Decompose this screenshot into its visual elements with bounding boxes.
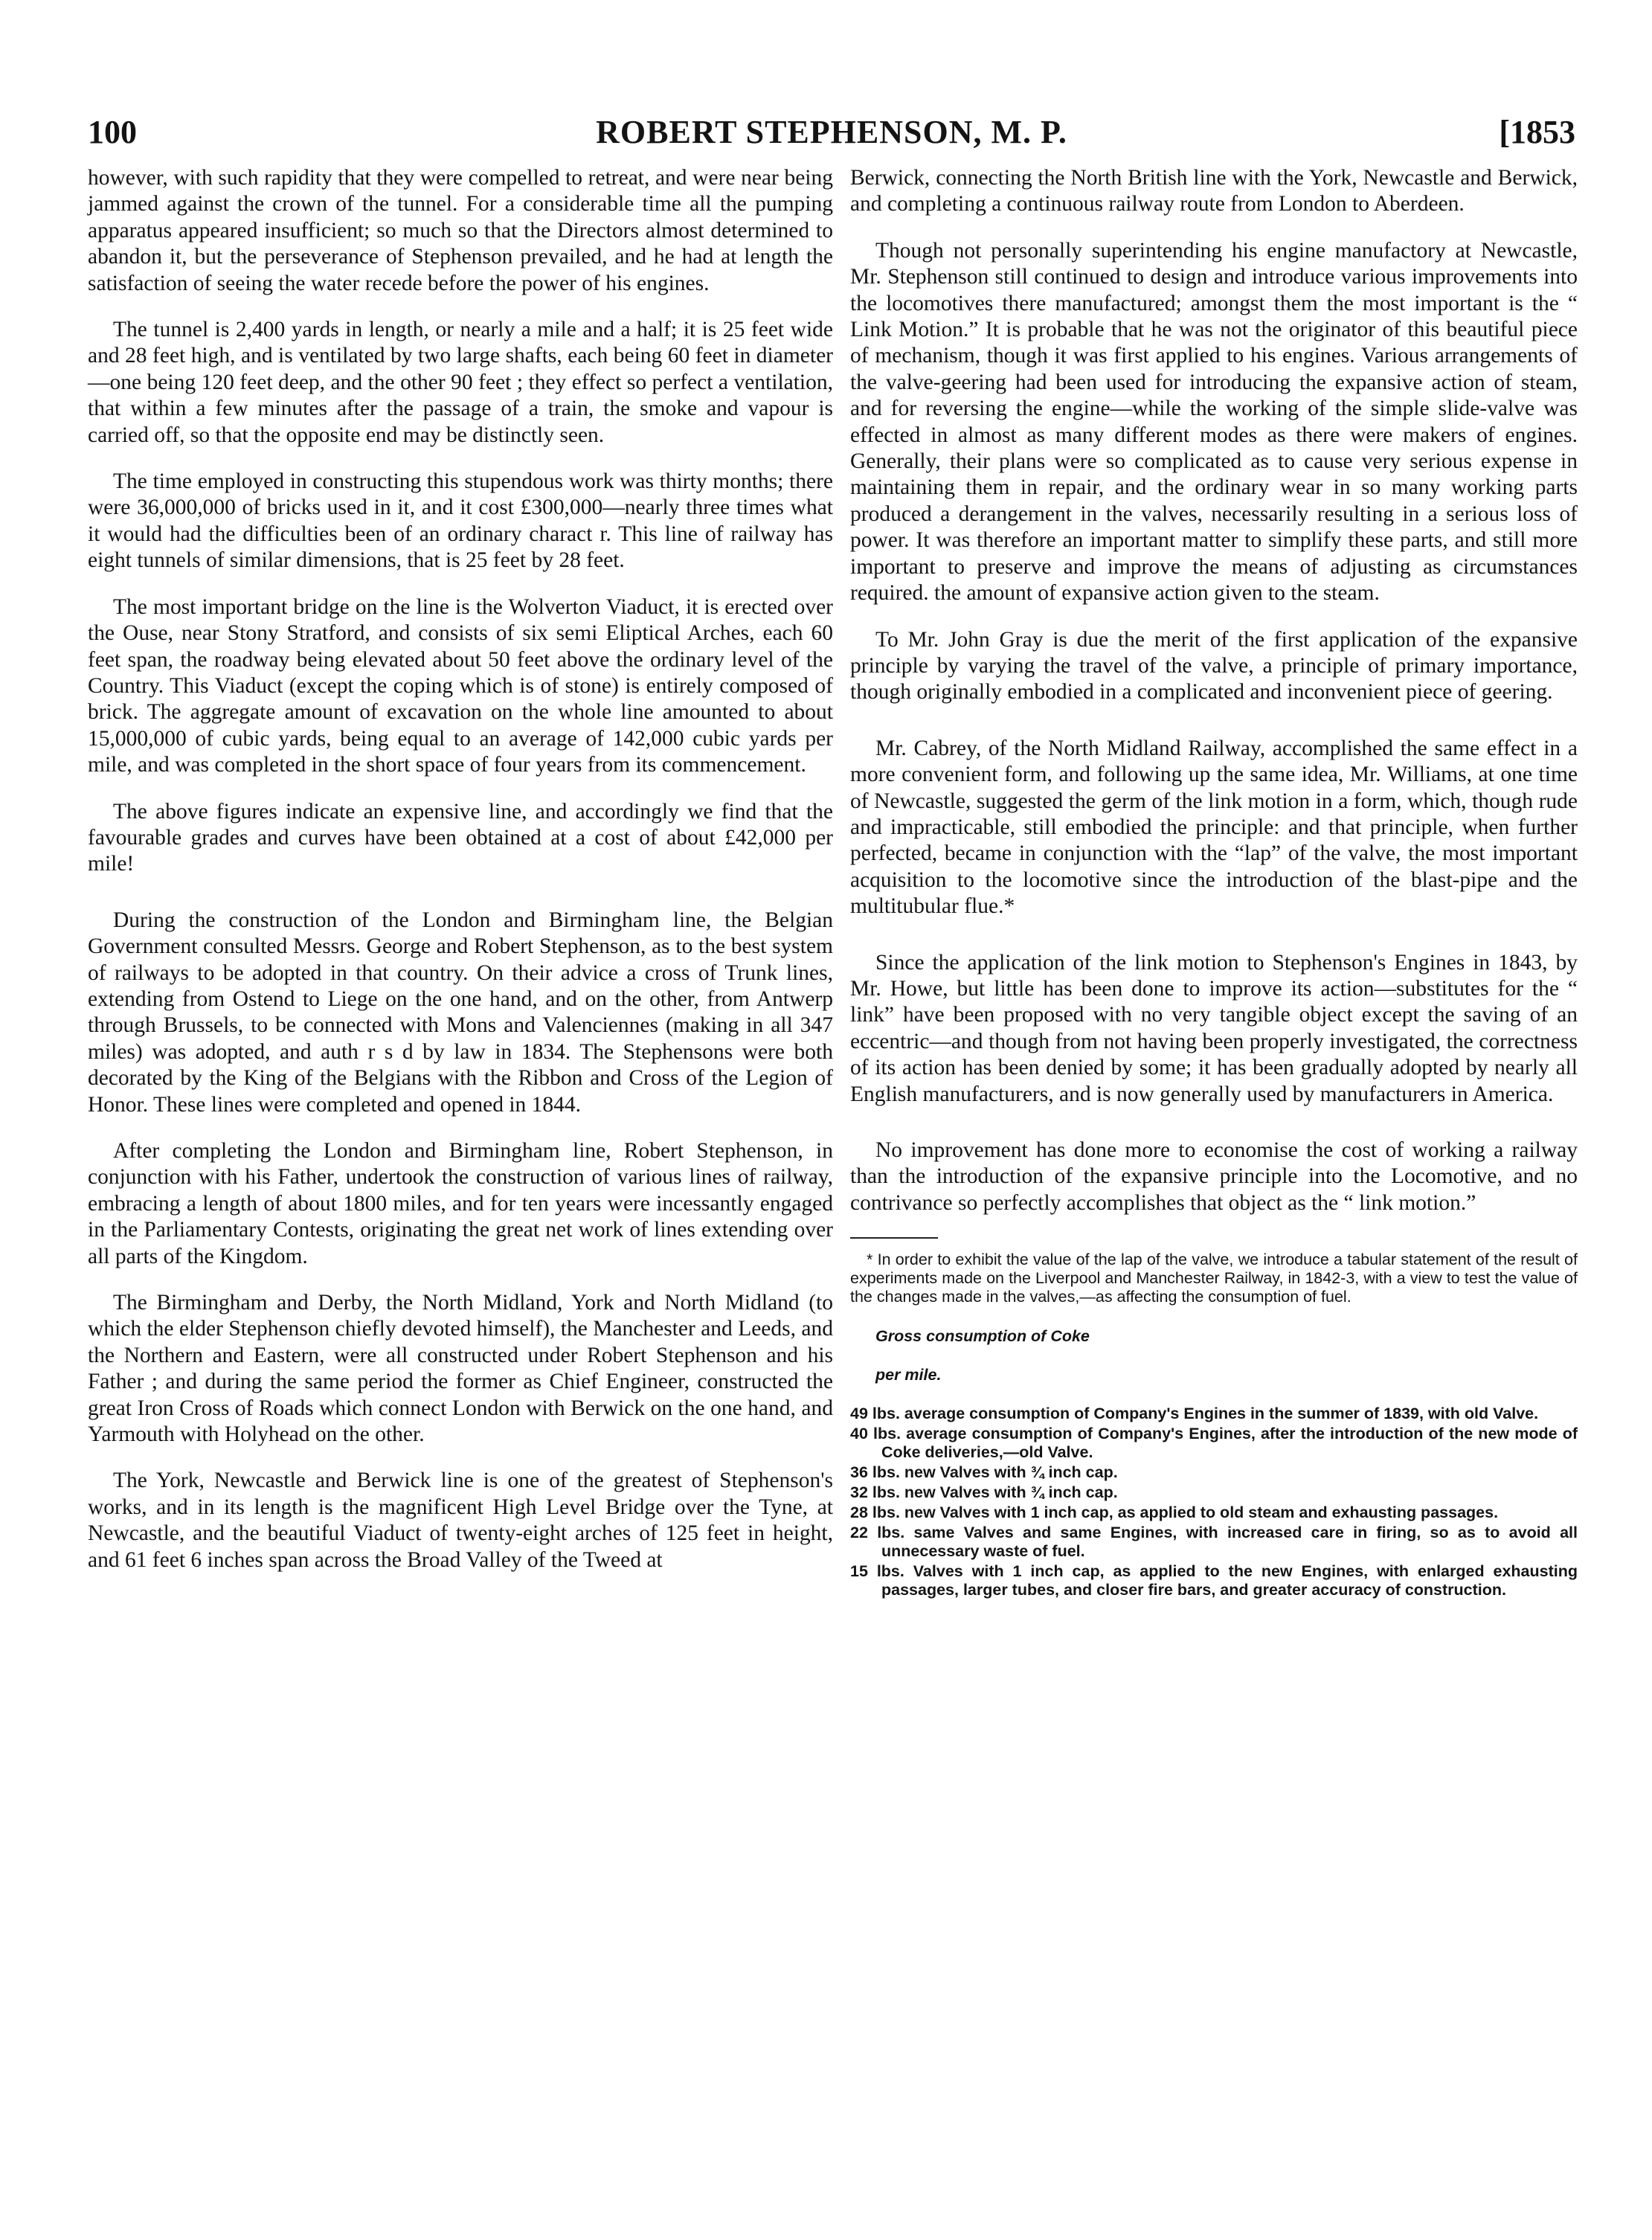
footnote: [850, 1251, 1578, 1599]
paragraph: To Mr. John Gray is due the merit of the first application of the expansive principle by varying the travel of the valve, a principle of primary importance, though originally embodied in a complicated and inconvenient piece of geering.: [850, 627, 1578, 705]
paragraph: Berwick, connecting the North British line with the York, Newcastle and Berwick, and completing a continuous railway route from London to Aberdeen.: [850, 166, 1578, 216]
paragraph: The York, Newcastle and Berwick line is one of the greatest of Stephenson's works, and in its length is the magnificent High Level Bridge over the Tyne, at Newcastle, and the beautiful Viaduct of twenty-eight arches of 125 feet in height, and 61 feet 6 inches span across the Broad Valley of the Tweed at: [88, 1469, 833, 1572]
footnote-entry: 15 lbs. Valves with 1 inch cap, as applied to the new Engines, with enlarged exhausting passages, larger tubes, and closer fire bars, and greater accuracy of construction.: [850, 1562, 1578, 1599]
running-title: ROBERT STEPHENSON, M. P.: [596, 114, 1067, 150]
paragraph: Since the application of the link motion to Stephenson's Engines in 1843, by Mr. Howe, but little has been done to improve its action—substitutes for the “ link” have been proposed with no very tangible object except the saving of an eccentric—and though from not having been properly investigated, the correctness of its action has been denied by some; it has been gradually adopted by nearly all English manufacturers, and is now generally used by manufacturers in America.: [850, 950, 1578, 1106]
footnote-table: [850, 1405, 1578, 1599]
paragraph: The most important bridge on the line is the Wolverton Viaduct, it is erected over the Ouse, near Stony Stratford, and consists of six semi Eliptical Arches, each 60 feet span, the roadway being elevated about 50 feet above the ordinary level of the Country. This Viaduct (except the coping which is of stone) is entirely composed of brick. The aggregate amount of excavation on the whole line amounted to about 15,000,000 of cubic yards, being equal to an average of 142,000 cubic yards per mile, and was completed in the short space of four years from its commencement.: [88, 594, 833, 777]
footnote-intro: * In order to exhibit the value of the lap of the valve, we introduce a tabular statement of the result of experiments made on the Liverpool and Manchester Railway, in 1842-3, with a view to test the value of the changes made in the valves,—as affecting the consumption of fuel.: [850, 1251, 1578, 1306]
footnote-entry: 49 lbs. average consumption of Company's Engines in the summer of 1839, with old Valve.: [850, 1405, 1539, 1423]
paragraph: Though not personally superintending his engine manufactory at Newcastle, Mr. Stephenson still continued to design and introduce various improvements into the locomotives there manufactured; amongst them the most important is the “ Link Motion.” It is probable that he was not the originator of this beautiful piece of mechanism, though it was first applied to his engines. Various arrangements of the valve-geering had been used for introducing the expansive action of steam, and for reversing the engine—while the working of the simple slide-valve was effected in almost as many different modes as there were makers of engines. Generally, their plans were so complicated as to cause very serious expense in maintaining them in repair, and the ordinary wear in so many working parts produced a derangement in the valves, necessarily resulting in a serious loss of power. It was therefore an important matter to simplify these parts, and still more important to preserve and improve the means of adjusting as circumstances required. the amount of expansive action given to the steam.: [850, 238, 1578, 606]
paragraph: The Birmingham and Derby, the North Midland, York and North Midland (to which the elder Stephenson chiefly devoted himself), the Manchester and Leeds, and the Northern and Eastern, were all constructed under Robert Stephenson and his Father ; and during the same period the former as Chief Engineer, constructed the great Iron Cross of Roads which connect London with Berwick on the one hand, and Yarmouth with Holyhead on the other.: [88, 1291, 833, 1447]
paragraph: The above figures indicate an expensive line, and accordingly we find that the favourable grades and curves have been obtained at a cost of about £42,000 per mile!: [88, 799, 833, 876]
paragraph: The time employed in constructing this stupendous work was thirty months; there were 36,000,000 of bricks used in it, and it cost £300,000—nearly three times what it would had the difficulties been of an ordinary charact r. This line of railway has eight tunnels of similar dimensions, that is 25 feet by 28 feet.: [88, 469, 833, 573]
paragraph: however, with such rapidity that they were compelled to retreat, and were near being jammed against the crown of the tunnel. For a considerable time all the pumping apparatus appeared insufficient; so much so that the Directors almost determined to abandon it, but the perseverance of Stephenson prevailed, and he had at length the satisfaction of seeing the water recede before the power of his engines.: [88, 166, 833, 295]
footnote-entry: 32 lbs. new Valves with ¾ inch cap.: [850, 1483, 1118, 1502]
footnote-entry: 40 lbs. average consumption of Company's Engines, after the introduction of the new mode of Coke deliveries,—old Valve.: [850, 1425, 1578, 1462]
paragraph: During the construction of the London and Birmingham line, the Belgian Government consulted Messrs. George and Robert Stephenson, as to the best system of railways to be adopted in that country. On their advice a cross of Trunk lines, extending from Ostend to Liege on the one hand, and on the other, from Antwerp through Brussels, to be connected with Mons and Valenciennes (making in all 347 miles) was adopted, and auth r s d by law in 1834. The Stephensons were both decorated by the King of the Belgians with the Ribbon and Cross of the Legion of Honor. These lines were completed and opened in 1844.: [88, 908, 833, 1117]
left-column: [88, 165, 833, 1594]
paragraph: Mr. Cabrey, of the North Midland Railway, accomplished the same effect in a more convenient form, and following up the same idea, Mr. Williams, at one time of Newcastle, suggested the germ of the link motion in a form, which, though rude and impracticable, still embodied the principle: and that principle, when further perfected, became in conjunction with the “lap” of the valve, the most important acquisition to the locomotive since the introduction of the blast-pipe and the multitubular flue.*: [850, 736, 1578, 919]
paragraph: After completing the London and Birmingham line, Robert Stephenson, in conjunction with his Father, undertook the construction of various lines of railway, embracing a length of about 1800 miles, and for ten years were incessantly engaged in the Parliamentary Contests, originating the great net work of lines extending over all parts of the Kingdom.: [88, 1139, 833, 1268]
page-number: 100: [88, 114, 137, 150]
paragraph: The tunnel is 2,400 yards in length, or nearly a mile and a half; it is 25 feet wide and 28 feet high, and is ventilated by two large shafts, each being 60 feet in diameter—one being 120 feet deep, and the other 90 feet ; they effect so perfect a ventilation, that within a few minutes after the passage of a train, the smoke and vapour is carried off, so that the opposite end may be distinctly seen.: [88, 318, 833, 447]
right-column: [850, 165, 1578, 1601]
footnote-entry: 22 lbs. same Valves and same Engines, with increased care in firing, so as to avoid all unnecessary waste of fuel.: [850, 1524, 1578, 1561]
footnote-table-subheading: per mile.: [875, 1366, 942, 1384]
header-year: [1853: [1499, 114, 1575, 150]
paragraph: No improvement has done more to economise the cost of working a railway than the introduction of the expansive principle into the Locomotive, and no contrivance so perfectly accomplishes that object as the “ link motion.”: [850, 1138, 1578, 1215]
running-header: [88, 113, 1575, 158]
footnote-entry: 36 lbs. new Valves with ¾ inch cap.: [850, 1463, 1118, 1482]
footnote-table-heading: Gross consumption of Coke: [875, 1327, 1090, 1346]
footnote-entry: 28 lbs. new Valves with 1 inch cap, as applied to old steam and exhausting passages.: [850, 1504, 1499, 1522]
footnote-divider: [850, 1237, 938, 1239]
